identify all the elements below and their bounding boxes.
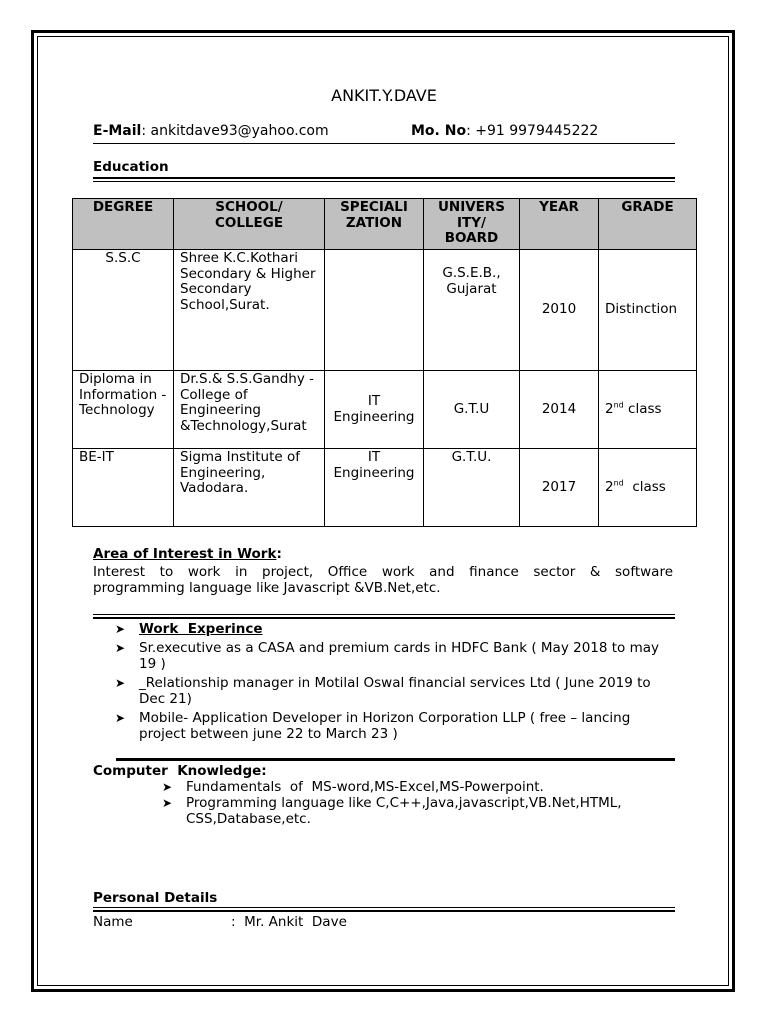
column-header: YEAR <box>520 199 599 250</box>
personal-heading: Personal Details <box>93 890 218 906</box>
degree-cell: BE-IT <box>73 449 174 527</box>
contact-divider <box>93 143 675 144</box>
list-item <box>162 779 662 795</box>
work-divider-thin <box>93 614 675 615</box>
education-table <box>72 198 697 527</box>
interest-heading <box>93 546 282 562</box>
list-item <box>115 621 677 637</box>
list-item <box>115 710 677 742</box>
arrowhead-bullet-icon: ➤ <box>115 622 126 636</box>
grade-suffix: class <box>623 400 662 417</box>
grade-text: Distinction <box>605 301 678 317</box>
grade-ordinal: nd <box>613 400 624 410</box>
university-cell <box>424 250 520 371</box>
computer-divider <box>116 758 675 761</box>
contact-line <box>93 123 675 139</box>
personal-name-label: Name <box>93 914 133 930</box>
year-text: 2010 <box>541 301 577 317</box>
computer-item-text: Fundamentals of MS-word,MS-Excel,MS-Powerpoint. <box>186 779 544 795</box>
column-header: DEGREE <box>73 199 174 250</box>
interest-heading-colon: : <box>276 546 282 562</box>
degree-cell: S.S.C <box>73 250 174 371</box>
school-cell: Sigma Institute of Engineering, Vadodara. <box>174 449 325 527</box>
work-item-text: Mobile- Application Developer in Horizon Corporation LLP ( free – lancing project between june 22 to March 23 ) <box>139 710 631 742</box>
column-header: SCHOOL/ COLLEGE <box>174 199 325 250</box>
work-item-text: Sr.executive as a CASA and premium cards in HDFC Bank ( May 2018 to may 19 ) <box>139 640 660 672</box>
personal-divider-thin <box>93 907 675 908</box>
column-header: SPECIALI ZATION <box>325 199 424 250</box>
table-row <box>73 371 697 449</box>
list-item <box>115 640 677 672</box>
work-heading: Work Experince <box>139 621 263 637</box>
grade-number: 2 <box>605 479 614 495</box>
grade-cell <box>599 371 697 449</box>
arrowhead-bullet-icon: ➤ <box>115 641 126 655</box>
interest-line-1: Interest to work in project, Office work and finance sector & software <box>93 564 673 580</box>
email-value: : ankitdave93@yahoo.com <box>141 123 329 139</box>
column-header: GRADE <box>599 199 697 250</box>
arrowhead-bullet-icon: ➤ <box>162 796 173 810</box>
education-divider-thin <box>93 181 675 182</box>
grade-suffix: class <box>623 479 666 495</box>
phone-value: : +91 9979445222 <box>466 123 599 139</box>
work-divider-thick <box>93 617 675 619</box>
computer-heading: Computer Knowledge: <box>93 763 267 779</box>
year-cell: 2014 <box>520 371 599 449</box>
work-list <box>115 621 677 742</box>
specialization-cell: IT Engineering <box>325 371 424 449</box>
work-item-text: _Relationship manager in Motilal Oswal financial services Ltd ( June 2019 to Dec 21) <box>139 675 651 707</box>
school-cell: Dr.S.& S.S.Gandhy -College of Engineering &Technology,Surat <box>174 371 325 449</box>
grade-number: 2 <box>605 400 614 417</box>
computer-item-text: Programming language like C,C++,Java,javascript,VB.Net,HTML, CSS,Database,etc. <box>186 795 622 827</box>
list-item <box>115 675 677 707</box>
interest-heading-text: Area of Interest in Work <box>93 546 277 562</box>
table-row <box>73 250 697 371</box>
table-header-row <box>73 199 697 250</box>
table-row <box>73 449 697 527</box>
interest-line-2: programming language like Javascript &VB.Net,etc. <box>93 580 441 596</box>
grade-ordinal: nd <box>613 478 624 488</box>
degree-cell: Diploma in Information - Technology <box>73 371 174 449</box>
specialization-cell: IT Engineering <box>325 449 424 527</box>
education-heading: Education <box>93 159 169 175</box>
university-cell: G.T.U. <box>424 449 520 527</box>
email-label: E-Mail <box>93 123 142 139</box>
list-item <box>162 795 662 827</box>
university-cell: G.T.U <box>424 371 520 449</box>
grade-cell <box>599 449 697 527</box>
arrowhead-bullet-icon: ➤ <box>162 780 173 794</box>
phone-label: Mo. No <box>411 123 467 139</box>
university-text: G.S.E.B., Gujarat <box>442 265 501 297</box>
year-cell <box>520 250 599 371</box>
year-text: 2017 <box>541 479 577 495</box>
personal-name-value: : Mr. Ankit Dave <box>231 914 347 930</box>
education-divider-thick <box>93 177 675 179</box>
personal-divider-thick <box>93 910 675 912</box>
column-header: UNIVERS ITY/ BOARD <box>424 199 520 250</box>
arrowhead-bullet-icon: ➤ <box>115 676 126 690</box>
candidate-name: ANKIT.Y.DAVE <box>331 86 437 105</box>
specialization-cell <box>325 250 424 371</box>
year-cell <box>520 449 599 527</box>
phone-block <box>411 123 598 139</box>
school-cell: Shree K.C.Kothari Secondary & Higher Secondary School,Surat. <box>174 250 325 371</box>
computer-list <box>162 779 662 827</box>
grade-cell <box>599 250 697 371</box>
arrowhead-bullet-icon: ➤ <box>115 711 126 725</box>
